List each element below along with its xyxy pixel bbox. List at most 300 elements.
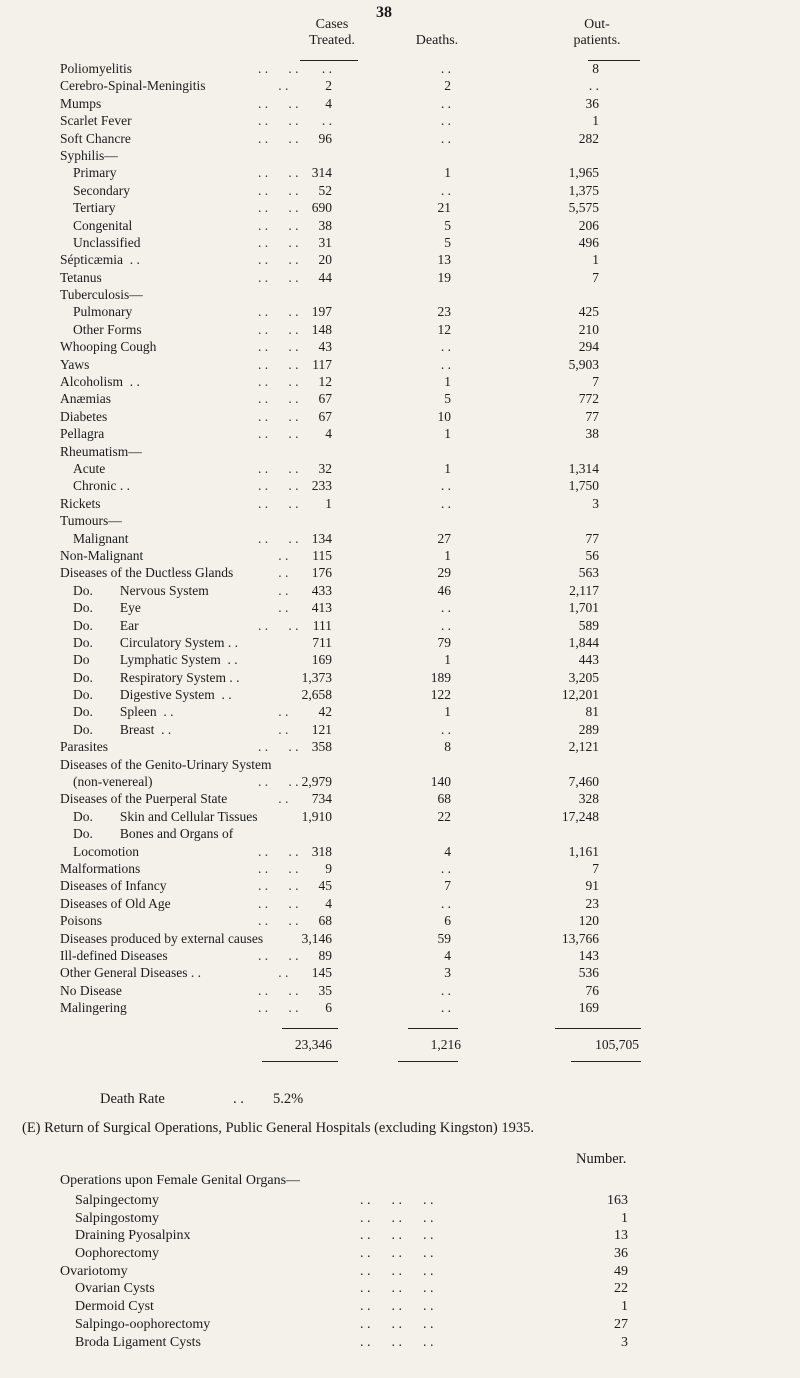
- row-leader-dots: . . . .: [258, 895, 299, 911]
- cell-cases: 314: [311, 165, 332, 181]
- row-leader-dots: . . . .: [258, 356, 299, 372]
- cell-outpatients: 23: [585, 895, 599, 911]
- row-leader-dots: . . . .: [258, 530, 299, 546]
- table-row: [0, 390, 800, 407]
- table-row: [0, 408, 800, 425]
- row-label: Do. Spleen . .: [73, 704, 174, 720]
- cell-cases: 67: [318, 408, 332, 424]
- row-label: Ill-defined Diseases: [60, 947, 168, 963]
- row-leader-dots: . . . .: [258, 252, 299, 268]
- cell-deaths: . .: [440, 356, 451, 372]
- cell-cases: 117: [312, 356, 332, 372]
- cell-deaths: 140: [430, 774, 451, 790]
- row-leader-dots: . . . .: [258, 982, 299, 998]
- total-rule2-cases: [262, 1061, 338, 1062]
- section-e-title: (E) Return of Surgical Operations, Public General Hospitals (excluding Kingston) 1935.: [22, 1120, 534, 1136]
- table-row: [0, 582, 800, 599]
- cell-cases: 176: [311, 565, 332, 581]
- operation-label: Dermoid Cyst: [75, 1299, 154, 1315]
- table-row: [0, 60, 800, 77]
- cell-cases: 1,373: [301, 669, 332, 685]
- operation-number: 27: [614, 1316, 628, 1332]
- cell-cases: 12: [318, 374, 332, 390]
- table-row: [0, 738, 800, 755]
- row-label: Diseases of the Genito-Urinary System: [60, 756, 272, 772]
- total-out: 105,705: [595, 1037, 639, 1052]
- cell-deaths: . .: [440, 495, 451, 511]
- cell-deaths: . .: [440, 982, 451, 998]
- cell-cases: 115: [312, 547, 332, 563]
- cell-cases: 318: [311, 843, 332, 859]
- row-label: Sépticæmia . .: [60, 252, 140, 268]
- table-row: [0, 843, 800, 860]
- cell-deaths: 21: [437, 200, 451, 216]
- cell-deaths: 10: [437, 408, 451, 424]
- cell-outpatients: 77: [585, 530, 599, 546]
- cell-deaths: 5: [444, 391, 451, 407]
- operation-row: [0, 1316, 800, 1334]
- row-label: Malignant: [73, 530, 129, 546]
- cell-outpatients: 3: [592, 495, 599, 511]
- row-label: Diseases of Old Age: [60, 895, 171, 911]
- table-row: [0, 477, 800, 494]
- operation-row: [0, 1263, 800, 1281]
- cell-deaths: 122: [430, 687, 451, 703]
- table-row: [0, 530, 800, 547]
- cell-deaths: 1: [444, 460, 451, 476]
- cell-deaths: . .: [440, 182, 451, 198]
- row-label: Diabetes: [60, 408, 108, 424]
- cell-cases: 44: [318, 269, 332, 285]
- cell-outpatients: 12,201: [561, 687, 599, 703]
- row-leader-dots: . . . .: [258, 426, 299, 442]
- cell-outpatients: 1,701: [568, 600, 599, 616]
- cell-deaths: 4: [444, 947, 451, 963]
- row-leader-dots: . . . .: [258, 61, 299, 76]
- cell-cases: 4: [325, 95, 332, 111]
- row-label: Diseases of the Ductless Glands: [60, 565, 234, 581]
- table-row: [0, 895, 800, 912]
- row-leader-dots: . . . .: [258, 374, 299, 390]
- cell-cases: 197: [311, 304, 332, 320]
- cell-cases: . .: [321, 113, 332, 129]
- death-rate-value: 5.2%: [273, 1091, 304, 1107]
- cell-outpatients: . .: [588, 78, 599, 94]
- cell-deaths: 22: [437, 808, 451, 824]
- cell-outpatients: 77: [585, 408, 599, 424]
- table-row: [0, 269, 800, 286]
- row-label: Do. Eye: [73, 600, 141, 616]
- operation-row: [0, 1192, 800, 1210]
- operation-leader-dots: . . . . . .: [360, 1193, 434, 1208]
- row-label: Chronic . .: [73, 478, 130, 494]
- table-row: [0, 425, 800, 442]
- row-label: Congenital: [73, 217, 133, 233]
- cell-outpatients: 294: [578, 339, 599, 355]
- row-leader-dots: . . . .: [258, 182, 299, 198]
- cell-outpatients: 81: [585, 704, 599, 720]
- cell-cases: 690: [311, 200, 332, 216]
- cell-deaths: 8: [444, 739, 451, 755]
- row-label: (non-venereal): [73, 774, 153, 790]
- row-leader-dots: . . . .: [258, 843, 299, 859]
- cell-cases: 358: [311, 739, 332, 755]
- cell-cases: 9: [325, 860, 332, 876]
- cell-cases: 169: [311, 652, 332, 668]
- row-label: Secondary: [73, 182, 130, 198]
- cell-deaths: 1: [444, 426, 451, 442]
- table-row: [0, 234, 800, 251]
- table-row: [0, 321, 800, 338]
- operation-label: Ovariotomy: [60, 1263, 128, 1279]
- row-label: Soft Chancre: [60, 130, 131, 146]
- table-row: [0, 947, 800, 964]
- cell-outpatients: 38: [585, 426, 599, 442]
- row-label: Do. Bones and Organs of: [73, 826, 234, 842]
- cell-outpatients: 17,248: [561, 808, 599, 824]
- operation-leader-dots: . . . . . .: [360, 1334, 434, 1350]
- operation-label: Ovarian Cysts: [75, 1281, 155, 1297]
- row-label: Do. Digestive System . .: [73, 687, 232, 703]
- row-leader-dots: . .: [258, 547, 289, 563]
- cell-outpatients: 1,375: [568, 182, 599, 198]
- cell-cases: 35: [318, 982, 332, 998]
- cell-cases: 4: [325, 426, 332, 442]
- row-label: Acute: [73, 460, 106, 476]
- cell-cases: 2,979: [301, 774, 332, 790]
- cell-deaths: . .: [440, 860, 451, 876]
- row-label: Tuberculosis—: [60, 287, 143, 303]
- operation-number: 3: [621, 1334, 628, 1350]
- table-row: [0, 251, 800, 268]
- row-label: Rheumatism—: [60, 443, 142, 459]
- cell-cases: 32: [318, 460, 332, 476]
- cell-outpatients: 1: [592, 113, 599, 129]
- table-row: [0, 634, 800, 651]
- row-leader-dots: . . . .: [258, 130, 299, 146]
- operation-number: 13: [614, 1228, 628, 1244]
- row-label: Diseases of the Puerperal State: [60, 791, 228, 807]
- table-row: [0, 443, 800, 460]
- cell-outpatients: 7: [592, 374, 599, 390]
- cell-deaths: 5: [444, 234, 451, 250]
- operation-label: Salpingo-oophorectomy: [75, 1316, 211, 1332]
- cell-outpatients: 206: [578, 217, 599, 233]
- cell-outpatients: 563: [578, 565, 599, 581]
- table-row: [0, 860, 800, 877]
- cell-cases: 1,910: [301, 808, 332, 824]
- cell-deaths: . .: [440, 1000, 451, 1016]
- row-label: Other General Diseases . .: [60, 965, 201, 981]
- table-row: [0, 147, 800, 164]
- death-rate-dots: . .: [233, 1091, 244, 1107]
- table-row: [0, 930, 800, 947]
- cell-outpatients: 425: [578, 304, 599, 320]
- total-rule2-out: [571, 1061, 641, 1062]
- cell-outpatients: 1,161: [568, 843, 599, 859]
- table-row: [0, 808, 800, 825]
- total-rule-deaths: [408, 1028, 458, 1029]
- operation-number: 1: [621, 1299, 628, 1315]
- cell-outpatients: 36: [585, 95, 599, 111]
- cell-outpatients: 5,575: [568, 200, 599, 216]
- cell-deaths: 2: [444, 78, 451, 94]
- row-leader-dots: . .: [258, 721, 289, 737]
- cell-deaths: . .: [440, 61, 451, 76]
- row-label: Malformations: [60, 860, 141, 876]
- row-leader-dots: . . . .: [258, 391, 299, 407]
- row-leader-dots: . . . .: [258, 460, 299, 476]
- row-label: Yaws: [60, 356, 90, 372]
- cell-cases: 233: [311, 478, 332, 494]
- cell-cases: 43: [318, 339, 332, 355]
- cell-deaths: 29: [437, 565, 451, 581]
- row-label: Do. Ear: [73, 617, 139, 633]
- table-row: [0, 182, 800, 199]
- operation-leader-dots: . . . . . .: [360, 1299, 434, 1315]
- row-label: Scarlet Fever: [60, 113, 132, 129]
- row-leader-dots: . . . .: [258, 774, 299, 790]
- row-label: Alcoholism . .: [60, 374, 140, 390]
- table-row: [0, 703, 800, 720]
- operation-label: Draining Pyosalpinx: [75, 1228, 191, 1244]
- row-label: Whooping Cough: [60, 339, 157, 355]
- row-leader-dots: . .: [258, 965, 289, 981]
- cell-outpatients: 1: [592, 252, 599, 268]
- cell-deaths: . .: [440, 600, 451, 616]
- row-label: Tertiary: [73, 200, 116, 216]
- cell-deaths: 79: [437, 634, 451, 650]
- table-row: [0, 651, 800, 668]
- total-rule-cases: [282, 1028, 338, 1029]
- cell-cases: 2,658: [301, 687, 332, 703]
- cell-deaths: 19: [437, 269, 451, 285]
- table-row: [0, 617, 800, 634]
- table-row: [0, 217, 800, 234]
- row-leader-dots: . . . .: [258, 339, 299, 355]
- operation-number: 49: [614, 1263, 628, 1279]
- row-leader-dots: . .: [258, 704, 289, 720]
- cell-outpatients: 210: [578, 321, 599, 337]
- row-label: Poisons: [60, 913, 103, 929]
- cell-deaths: 12: [437, 321, 451, 337]
- cell-cases: 96: [318, 130, 332, 146]
- row-label: Do. Skin and Cellular Tissues: [73, 808, 258, 824]
- cell-outpatients: 536: [578, 965, 599, 981]
- cell-outpatients: 8: [592, 61, 599, 76]
- cell-deaths: 68: [437, 791, 451, 807]
- operation-leader-dots: . . . . . .: [360, 1210, 434, 1226]
- row-leader-dots: . . . .: [258, 165, 299, 181]
- cell-deaths: 46: [437, 582, 451, 598]
- cell-cases: 45: [318, 878, 332, 894]
- cell-cases: 31: [318, 234, 332, 250]
- cell-outpatients: 1,844: [568, 634, 599, 650]
- cell-cases: 67: [318, 391, 332, 407]
- table-row: [0, 164, 800, 181]
- cell-outpatients: 13,766: [561, 930, 599, 946]
- table-row: [0, 999, 800, 1016]
- cell-outpatients: 7: [592, 269, 599, 285]
- cell-cases: 4: [325, 895, 332, 911]
- cell-deaths: 7: [444, 878, 451, 894]
- cell-outpatients: 2,121: [568, 739, 599, 755]
- operation-row: [0, 1227, 800, 1245]
- header-outpatients: Out- patients.: [573, 17, 621, 48]
- cell-outpatients: 7,460: [568, 774, 599, 790]
- disease-table: [0, 60, 800, 1016]
- table-row: [0, 721, 800, 738]
- row-leader-dots: . . . .: [258, 495, 299, 511]
- row-label: Anæmias: [60, 391, 112, 407]
- operation-leader-dots: . . . . . .: [360, 1246, 434, 1262]
- row-leader-dots: . . . .: [258, 878, 299, 894]
- cell-outpatients: 169: [578, 1000, 599, 1016]
- table-row: [0, 756, 800, 773]
- row-leader-dots: . . . .: [258, 304, 299, 320]
- cell-deaths: 189: [430, 669, 451, 685]
- operation-leader-dots: . . . . . .: [360, 1316, 434, 1332]
- cell-deaths: . .: [440, 95, 451, 111]
- row-label: Non-Malignant: [60, 547, 144, 563]
- table-row: [0, 512, 800, 529]
- row-label: Unclassified: [73, 234, 141, 250]
- cell-cases: 1: [325, 495, 332, 511]
- cell-outpatients: 1,314: [568, 460, 599, 476]
- row-label: Other Forms: [73, 321, 142, 337]
- table-row: [0, 790, 800, 807]
- cell-deaths: 6: [444, 913, 451, 929]
- operation-label: Oophorectomy: [75, 1246, 159, 1262]
- row-label: Do. Nervous System: [73, 582, 209, 598]
- cell-cases: 711: [312, 634, 332, 650]
- cell-cases: 134: [311, 530, 332, 546]
- row-leader-dots: . . . .: [258, 217, 299, 233]
- cell-outpatients: 772: [578, 391, 599, 407]
- row-label: Mumps: [60, 95, 102, 111]
- header-deaths: Deaths.: [415, 33, 459, 48]
- row-label: Do. Circulatory System . .: [73, 634, 238, 650]
- operation-row: [0, 1334, 800, 1352]
- row-label: Pulmonary: [73, 304, 133, 320]
- row-label: Pellagra: [60, 426, 105, 442]
- cell-cases: 52: [318, 182, 332, 198]
- operation-leader-dots: . . . . . .: [360, 1228, 434, 1244]
- cell-outpatients: 120: [578, 913, 599, 929]
- row-leader-dots: . .: [258, 600, 289, 616]
- cell-deaths: 23: [437, 304, 451, 320]
- cell-cases: 433: [311, 582, 332, 598]
- row-label: Do Lymphatic System . .: [73, 652, 238, 668]
- table-row: [0, 373, 800, 390]
- cell-outpatients: 328: [578, 791, 599, 807]
- row-leader-dots: . . . .: [258, 947, 299, 963]
- row-leader-dots: . . . .: [258, 617, 299, 633]
- row-label: Cerebro-Spinal-Meningitis: [60, 78, 206, 94]
- cell-cases: 6: [325, 1000, 332, 1016]
- death-rate-label: Death Rate: [100, 1091, 165, 1107]
- operations-list: [0, 1192, 800, 1351]
- cell-outpatients: 496: [578, 234, 599, 250]
- cell-deaths: . .: [440, 721, 451, 737]
- row-leader-dots: . . . .: [258, 739, 299, 755]
- total-rule-out: [555, 1028, 641, 1029]
- cell-outpatients: 589: [578, 617, 599, 633]
- total-deaths: 1,216: [430, 1037, 461, 1052]
- cell-deaths: . .: [440, 130, 451, 146]
- row-leader-dots: . .: [258, 791, 289, 807]
- cell-deaths: . .: [440, 895, 451, 911]
- cell-deaths: 13: [437, 252, 451, 268]
- row-label: No Disease: [60, 982, 122, 998]
- row-leader-dots: . . . .: [258, 200, 299, 216]
- row-label: Diseases of Infancy: [60, 878, 167, 894]
- page-number: 38: [376, 4, 392, 21]
- cell-cases: 734: [311, 791, 332, 807]
- table-row: [0, 599, 800, 616]
- operation-number: 36: [614, 1246, 628, 1262]
- cell-deaths: 27: [437, 530, 451, 546]
- table-row: [0, 286, 800, 303]
- header-cases: Cases Treated.: [309, 17, 355, 48]
- operation-number: 1: [621, 1210, 628, 1226]
- table-row: [0, 982, 800, 999]
- row-label: Diseases produced by external causes: [60, 930, 264, 946]
- cell-outpatients: 282: [578, 130, 599, 146]
- row-leader-dots: . . . .: [258, 234, 299, 250]
- cell-deaths: 3: [444, 965, 451, 981]
- cell-outpatients: 1,750: [568, 478, 599, 494]
- row-label: Tumours—: [60, 513, 122, 529]
- operation-label: Broda Ligament Cysts: [75, 1334, 201, 1350]
- row-label: Locomotion: [73, 843, 139, 859]
- row-leader-dots: . .: [258, 78, 289, 94]
- cell-cases: . .: [321, 61, 332, 76]
- total-cases: 23,346: [294, 1037, 332, 1052]
- operation-number: 22: [614, 1281, 628, 1297]
- row-label: Do. Breast . .: [73, 721, 172, 737]
- row-leader-dots: . . . .: [258, 1000, 299, 1016]
- cell-deaths: . .: [440, 113, 451, 129]
- table-row: [0, 130, 800, 147]
- cell-cases: 68: [318, 913, 332, 929]
- cell-deaths: 5: [444, 217, 451, 233]
- cell-outpatients: 7: [592, 860, 599, 876]
- table-row: [0, 686, 800, 703]
- cell-outpatients: 143: [578, 947, 599, 963]
- cell-cases: 145: [311, 965, 332, 981]
- cell-deaths: . .: [440, 617, 451, 633]
- table-row: [0, 564, 800, 581]
- operation-row: [0, 1298, 800, 1316]
- table-row: [0, 112, 800, 129]
- table-row: [0, 303, 800, 320]
- number-header: Number.: [576, 1151, 627, 1167]
- cell-outpatients: 1,965: [568, 165, 599, 181]
- total-rule2-deaths: [398, 1061, 458, 1062]
- cell-outpatients: 2,117: [569, 582, 599, 598]
- row-label: Poliomyelitis: [60, 61, 133, 76]
- row-leader-dots: . . . .: [258, 478, 299, 494]
- table-row: [0, 773, 800, 790]
- table-row: [0, 356, 800, 373]
- cell-deaths: 4: [444, 843, 451, 859]
- row-leader-dots: . .: [258, 565, 289, 581]
- table-row: [0, 495, 800, 512]
- table-row: [0, 460, 800, 477]
- table-row: [0, 912, 800, 929]
- row-leader-dots: . . . .: [258, 408, 299, 424]
